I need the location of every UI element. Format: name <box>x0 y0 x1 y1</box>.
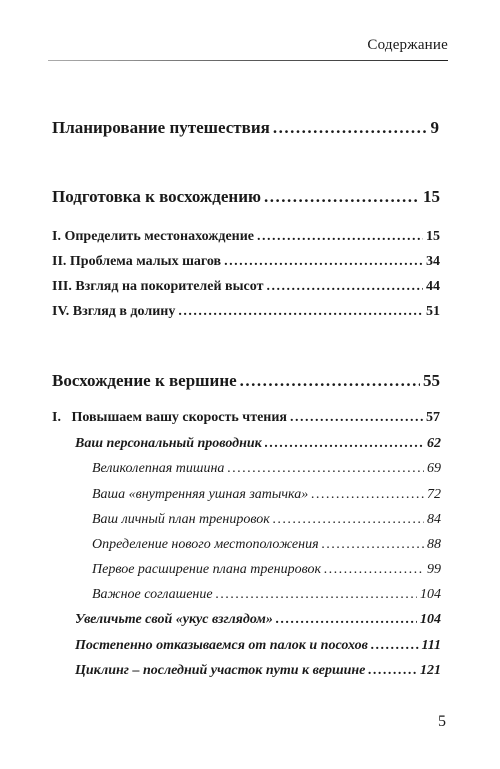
toc-entry[interactable] <box>75 663 441 679</box>
toc-entry-title: IV. Взгляд в долину <box>52 304 176 319</box>
toc-entry[interactable] <box>92 512 441 528</box>
toc-entry-page: 9 <box>430 118 439 137</box>
dot-leader <box>322 537 424 553</box>
toc-entry-title: I. Определить местонахождение <box>52 229 255 244</box>
toc-entry-page: 51 <box>426 304 440 319</box>
toc-entry-page: 44 <box>426 279 440 294</box>
toc-entry-title: Подготовка к восхождению <box>52 187 261 206</box>
toc-entry-title: III. Взгляд на покорителей высот <box>52 279 264 294</box>
dot-leader <box>257 229 423 245</box>
toc-entry[interactable] <box>52 304 440 320</box>
dot-leader <box>368 663 417 679</box>
dot-leader <box>227 461 424 477</box>
toc-entry[interactable] <box>52 410 440 426</box>
dot-leader <box>276 612 417 628</box>
dot-leader <box>290 410 423 426</box>
dot-leader <box>224 254 423 270</box>
dot-leader <box>264 187 420 207</box>
toc-entry[interactable] <box>92 537 441 553</box>
toc-entry-page: 15 <box>423 187 440 206</box>
toc-entry-title: I. Повышаем вашу скорость чтения <box>52 410 287 425</box>
toc-entry-page: 62 <box>427 436 441 451</box>
dot-leader <box>371 638 419 654</box>
toc-entry-page: 57 <box>426 410 440 425</box>
toc-entry-title: Восхождение к вершине <box>52 371 237 390</box>
dot-leader <box>178 304 423 320</box>
toc-entry-title: Ваша «внутренняя ушная затычка» <box>92 487 309 502</box>
toc-entry-page: 15 <box>426 229 440 244</box>
toc-entry-title: Ваш персональный проводник <box>75 436 262 451</box>
toc-entry-page: 104 <box>420 612 441 627</box>
toc-entry[interactable] <box>75 638 441 654</box>
toc-entry-title: Первое расширение плана тренировок <box>92 562 322 577</box>
toc-entry-title: Ваш личный план тренировок <box>92 512 270 527</box>
toc-entry-title: Великолепная тишина <box>92 461 225 476</box>
dot-leader <box>273 512 424 528</box>
toc-entry[interactable] <box>52 187 440 207</box>
toc-entry-page: 88 <box>427 537 441 552</box>
toc-entry[interactable] <box>92 562 441 578</box>
dot-leader <box>216 587 417 603</box>
toc-entry-title: Определение нового местоположения <box>92 537 319 552</box>
toc-entry-page: 121 <box>420 663 441 678</box>
toc-entry-page: 99 <box>427 562 441 577</box>
toc-entry[interactable] <box>92 461 441 477</box>
toc-entry-title: Постепенно отказываемся от палок и посохов <box>75 638 368 653</box>
toc-entry-page: 34 <box>426 254 440 269</box>
toc-entry[interactable] <box>92 487 441 503</box>
dot-leader <box>240 371 420 391</box>
page-number: 5 <box>438 713 446 730</box>
toc-entry-page: 55 <box>423 371 440 390</box>
toc-entry[interactable] <box>52 229 440 245</box>
toc-entry[interactable] <box>75 612 441 628</box>
toc-entry[interactable] <box>52 279 440 295</box>
toc-entry[interactable] <box>75 436 441 452</box>
toc-entry[interactable] <box>52 254 440 270</box>
toc-entry-title: Планирование путешествия <box>52 118 270 137</box>
toc-entry-title: Увеличьте свой «укус взглядом» <box>75 612 273 627</box>
toc-entry-page: 104 <box>420 587 441 602</box>
toc-entry[interactable] <box>92 587 441 603</box>
toc-entry-page: 111 <box>421 638 441 653</box>
running-head: Содержание <box>367 37 448 53</box>
toc-entry-title: Циклинг – последний участок пути к вершине <box>75 663 366 678</box>
toc-entry-page: 72 <box>427 487 441 502</box>
toc-entry-page: 84 <box>427 512 441 527</box>
toc-entry-title: Важное соглашение <box>92 587 213 602</box>
toc-entry[interactable] <box>52 118 439 138</box>
dot-leader <box>265 436 424 452</box>
dot-leader <box>273 118 428 138</box>
dot-leader <box>266 279 423 295</box>
toc-entry[interactable] <box>52 371 440 391</box>
toc-entry-page: 69 <box>427 461 441 476</box>
toc-entry-title: II. Проблема малых шагов <box>52 254 222 269</box>
dot-leader <box>311 487 424 503</box>
dot-leader <box>324 562 424 578</box>
